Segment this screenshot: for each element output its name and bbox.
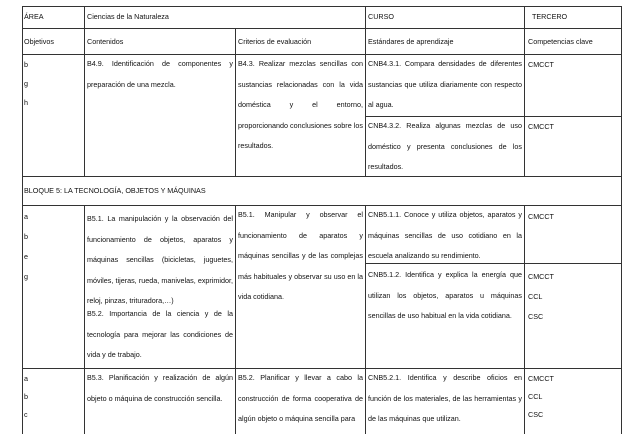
table-line [524, 205, 525, 434]
competencia-badge: CMCCT [528, 272, 554, 281]
contenido-text: B5.1. La manipulación y la observación del funcionamiento de objetos, aparatos y máquinas sencillas (bicicletas, juguetes, móviles, tijeras, rueda, manivelas, exprimidor, reloj, pinzas, trituradora,…) [87, 214, 233, 305]
contenido-text: B5.2. Importancia de la ciencia y de la tecnología para mejorar las condiciones de vida y de trabajo. [87, 309, 233, 359]
objetivo-item: g [24, 272, 28, 281]
curso-value: TERCERO [532, 12, 568, 21]
estandar-text: CNB4.3.1. Compara densidades de diferentes sustancias que utiliza diariamente con respecto al agua. [368, 59, 522, 109]
competencia-badge: CCL [528, 392, 543, 401]
competencia-badge: CSC [528, 312, 544, 321]
area-value: Ciencias de la Naturaleza [87, 12, 169, 21]
table-line [22, 6, 23, 434]
estandar-text: CNB5.1.2. Identifica y explica la energía que utilizan los objetos, aparatos u máquinas sencillas de uso habitual en la vida cotidiana. [368, 270, 522, 320]
table-line [84, 6, 85, 176]
table-line [22, 6, 622, 7]
competencia-badge: CCL [528, 292, 543, 301]
objetivo-item: b [24, 232, 28, 241]
table-line [524, 6, 525, 176]
objetivo-item: b [24, 60, 28, 69]
contenido-text: B5.3. Planificación y realización de algún objeto o máquina de construcción sencilla. [87, 373, 233, 403]
table-line [84, 205, 85, 434]
objetivo-item: h [24, 98, 28, 107]
objetivo-item: c [24, 410, 28, 419]
table-line [365, 205, 366, 434]
competencia-badge: CMCCT [528, 122, 554, 131]
objetivo-item: a [24, 374, 28, 383]
competencia-badge: CMCCT [528, 374, 554, 383]
objetivo-item: e [24, 252, 28, 261]
table-line [22, 176, 622, 177]
estandar-text: CNB4.3.2. Realiza algunas mezclas de uso doméstico y presenta conclusiones de los resultados. [368, 121, 522, 171]
curriculum-table [22, 6, 622, 434]
table-line [22, 28, 622, 29]
criterio-text: B5.1. Manipular y observar el funcionamiento de aparatos y máquinas sencillas y de las complejas más habituales y observar su uso en la vida cotidiana. [238, 210, 363, 301]
curso-label: CURSO [368, 12, 394, 21]
column-header-objetivos: Objetivos [24, 37, 54, 46]
column-header-competencias: Competencias clave [528, 37, 593, 46]
criterio-text: B4.3. Realizar mezclas sencillas con sustancias relacionadas con la vida doméstica y el entorno, proporcionando conclusiones sobre los resultados. [238, 59, 363, 150]
table-line [621, 6, 622, 434]
competencia-badge: CMCCT [528, 212, 554, 221]
competencia-badge: CSC [528, 410, 544, 419]
area-label: ÁREA [24, 12, 44, 21]
objetivo-item: a [24, 212, 28, 221]
table-line [365, 6, 366, 176]
criterio-text: B5.2. Planificar y llevar a cabo la construcción de forma cooperativa de algún objeto o máquina sencilla para [238, 373, 363, 423]
column-header-contenidos: Contenidos [87, 37, 124, 46]
column-header-criterios: Criterios de evaluación [238, 37, 312, 46]
contenido-text: B4.9. Identificación de componentes y preparación de una mezcla. [87, 59, 233, 89]
estandar-text: CNB5.2.1. Identifica y describe oficios en función de los materiales, de las herramientas y de las máquinas que utilizan. [368, 373, 522, 423]
table-line [235, 205, 236, 434]
column-header-estandares: Estándares de aprendizaje [368, 37, 454, 46]
estandar-text: CNB5.1.1. Conoce y utiliza objetos, aparatos y máquinas sencillas de uso cotidiano en la escuela analizando su rendimiento. [368, 210, 522, 260]
bloque-heading: BLOQUE 5: LA TECNOLOGÍA, OBJETOS Y MÁQUINAS [24, 186, 206, 195]
objetivo-item: g [24, 79, 28, 88]
table-line [235, 28, 236, 176]
competencia-badge: CMCCT [528, 60, 554, 69]
objetivo-item: b [24, 392, 28, 401]
